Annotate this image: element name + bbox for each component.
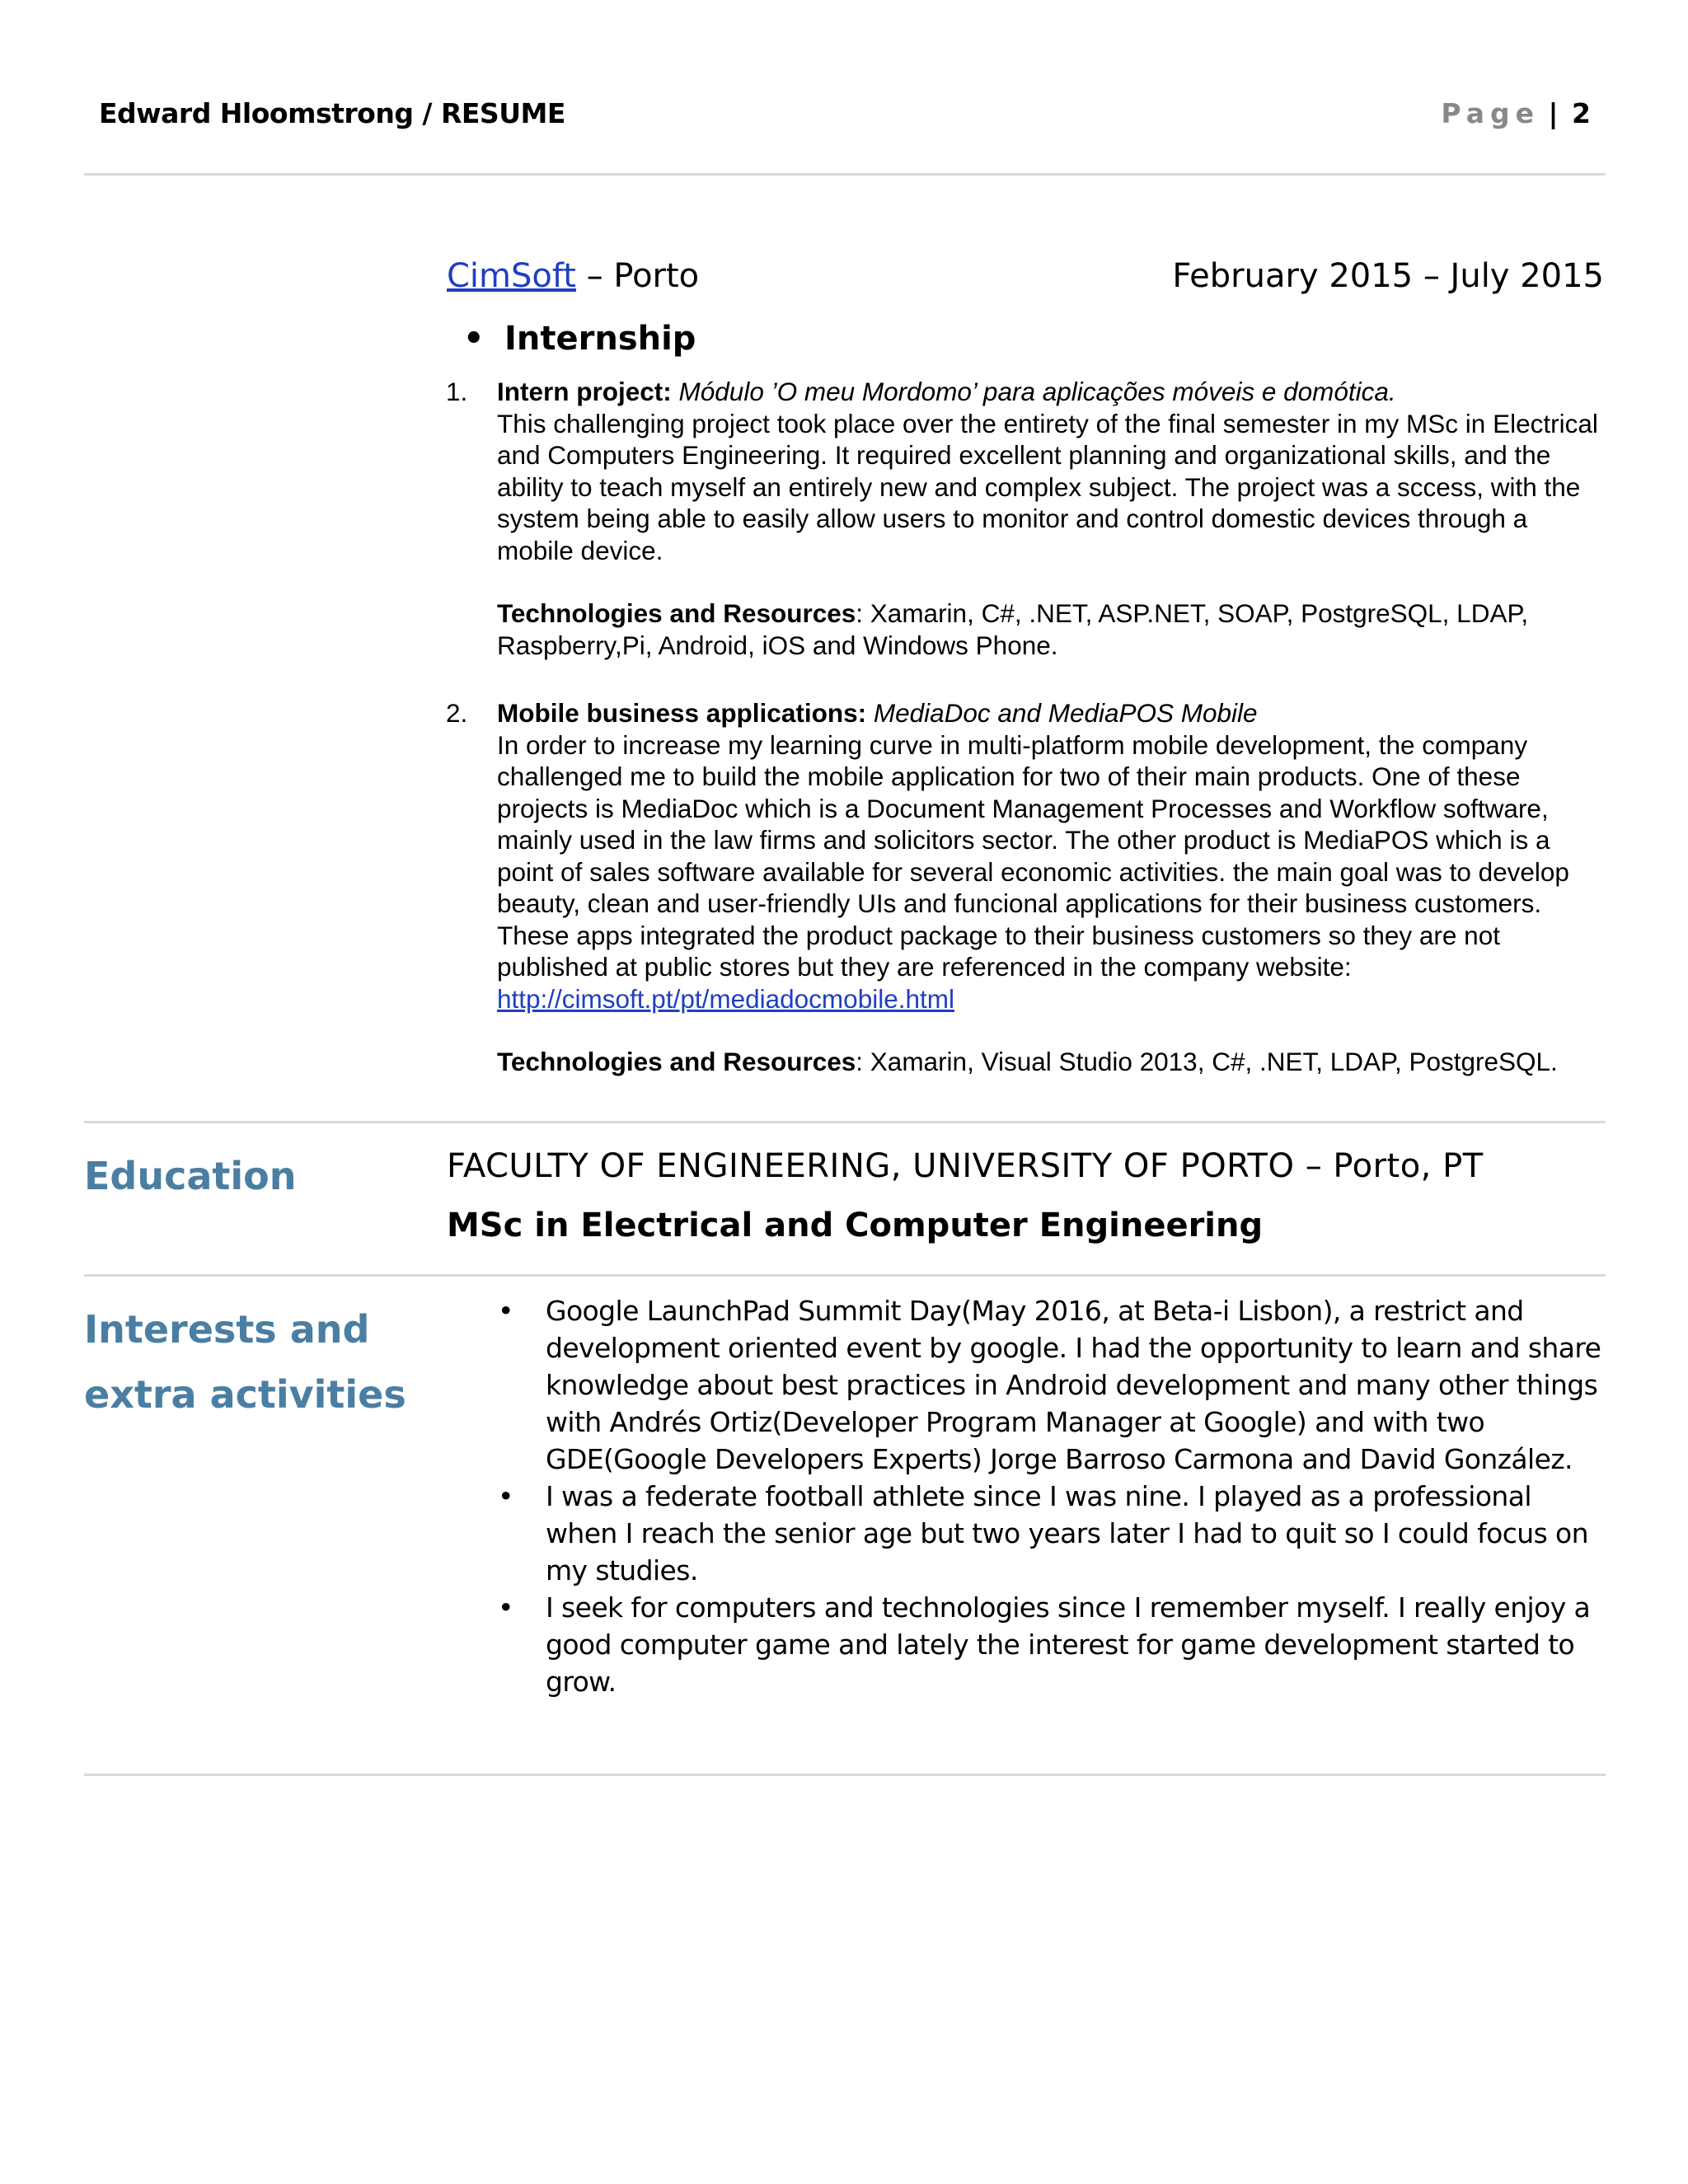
tech-label: Technologies and Resources (497, 598, 856, 628)
project-number: 1. (446, 377, 468, 406)
section-divider (84, 1274, 1606, 1277)
company-link[interactable]: CimSoft (447, 257, 576, 295)
education-degree: MSc in Electrical and Computer Engineering (447, 1207, 1264, 1244)
project-item (446, 376, 1606, 661)
interest-text: I seek for computers and technologies since I remember myself. I really enjoy a good computer game and lately the interest for game development started to grow. (546, 1591, 1591, 1698)
interests-heading-line: Interests and (84, 1307, 370, 1352)
project-technologies (497, 1046, 1606, 1078)
education-institution-line (447, 1147, 1484, 1185)
project-item (446, 697, 1606, 1078)
bullet-icon: • (498, 1295, 513, 1327)
tech-list: : Xamarin, C#, .NET, ASP.NET, SOAP, PostgreSQL, LDAP, Raspberry,Pi, Android, iOS and Windows Phone. (497, 598, 1529, 660)
bullet-icon: • (498, 1480, 513, 1512)
job-heading (447, 257, 1604, 295)
page-indicator (1441, 97, 1591, 129)
job-role (463, 320, 696, 358)
job-employer (447, 257, 699, 295)
bullet-icon: • (498, 1591, 513, 1624)
education-institution: FACULTY OF ENGINEERING, UNIVERSITY OF PORTO (447, 1147, 1295, 1185)
tech-list: : Xamarin, Visual Studio 2013, C#, .NET, LDAP, PostgreSQL. (856, 1047, 1558, 1076)
project-label: Mobile business applications: (497, 698, 867, 728)
project-subtitle: Módulo ’O meu Mordomo’ para aplicações móveis e domótica. (678, 377, 1396, 406)
interests-heading-line: extra activities (84, 1372, 406, 1417)
project-description (497, 729, 1606, 1015)
interests-heading (84, 1297, 406, 1427)
interests-list (498, 1292, 1609, 1700)
project-subtitle: MediaDoc and MediaPOS Mobile (873, 698, 1258, 728)
bullet-icon: • (463, 320, 485, 358)
project-title (497, 697, 1606, 729)
footer-divider (84, 1774, 1606, 1776)
project-description: This challenging project took place over the entirety of the final semester in my MSc in Electrical and Computers Engineering. It required excellent planning and organizational skills, and the ability to teach myself an entirely new and complex subject. The project was a sccess, with the system being able to easily allow users to monitor and control domestic devices through a mobile device. (497, 408, 1598, 565)
education-location: – Porto, PT (1294, 1147, 1484, 1185)
interest-item (498, 1589, 1609, 1700)
header-divider (84, 173, 1606, 176)
tech-label: Technologies and Resources (497, 1047, 856, 1076)
interest-item (498, 1292, 1609, 1478)
project-label: Intern project: (497, 377, 672, 406)
job-dates: February 2015 – July 2015 (1172, 257, 1604, 295)
page-number: 2 (1572, 97, 1591, 129)
project-description-text: In order to increase my learning curve in multi-platform mobile development, the company challenged me to build the mobile application for two of their main products. One of these projects is MediaDoc which is a Document Management Processes and Workflow software, mainly used in the law firms and solicitors sector. The other product is MediaPOS which is a point of sales software available for several economic activities. the main goal was to develop beauty, clean and user-friendly UIs and funcional applications for their business customers. These apps integrated the product package to their business customers so they are not published at public stores but they are referenced in the company website: (497, 729, 1569, 982)
interest-text: I was a federate football athlete since I was nine. I played as a professional when I reach the senior age but two years later I had to quit so I could focus on my studies. (546, 1480, 1588, 1586)
job-location: – Porto (575, 257, 700, 295)
job-role-title: Internship (504, 320, 696, 358)
website-link[interactable]: http://cimsoft.pt/pt/mediadocmobile.html (497, 983, 954, 1014)
project-technologies (497, 598, 1606, 661)
section-divider (84, 1121, 1606, 1123)
interest-item (498, 1478, 1609, 1589)
project-title (497, 376, 1606, 408)
page-label: Page (1441, 97, 1540, 129)
education-heading: Education (84, 1154, 297, 1198)
interest-text: Google LaunchPad Summit Day(May 2016, at Beta-i Lisbon), a restrict and development oriented event by google. I had the opportunity to learn and share knowledge about best practices in Android development and many other things with Andrés Ortiz(Developer Program Manager at Google) and with two GDE(Google Developers Experts) Jorge Barroso Carmona and David González. (546, 1295, 1601, 1475)
resume-header-title: Edward Hloomstrong / RESUME (99, 97, 565, 129)
project-number: 2. (446, 698, 468, 728)
page-separator: | (1548, 97, 1559, 129)
